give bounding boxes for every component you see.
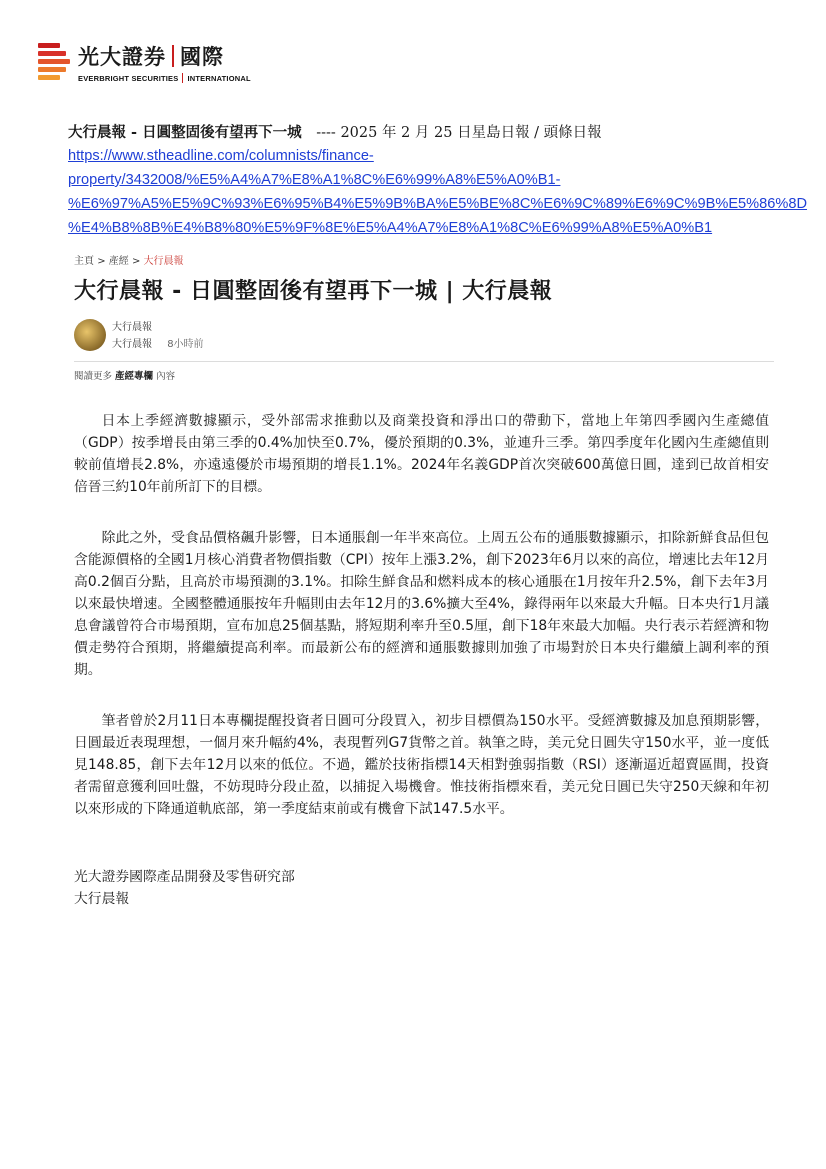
document-title: 大行晨報 - 日圓整固後有望再下一城 <box>68 125 302 141</box>
read-more-tag[interactable]: 產經專欄 <box>115 371 154 382</box>
brand-separator-small <box>182 73 183 83</box>
brand-name-en: EVERBRIGHT SECURITIES <box>78 73 179 83</box>
publish-time: 8小時前 <box>167 339 204 350</box>
author-block <box>74 319 774 353</box>
author-column[interactable]: 大行晨報 <box>112 339 152 350</box>
divider <box>74 361 774 362</box>
source-url-line-1[interactable]: https://www.stheadline.com/columnists/finance- <box>68 148 374 164</box>
everbright-logo-icon <box>38 41 70 83</box>
breadcrumb-finance[interactable]: 產經 <box>108 256 129 267</box>
author-name[interactable]: 大行晨報 <box>112 322 152 333</box>
paragraph-2: 除此之外，受食品價格飆升影響，日本通脹創一年半來高位。上周五公布的通脹數據顯示，扣除新鮮食品但包含能源價格的全國1月核心消費者物價指數（CPI）按年上漲3.2%，創下2023年6月以來的高位，增速比去年12月高0.2個百分點，且高於市場預測的3.1%。扣除生鮮食品和燃料成本的核心通脹在1月按年升2.5%，創下去年3月以來最快增速。全國整體通脹按年升幅則由去年12月的3.6%擴大至4%，錄得兩年以來最大升幅。日本央行1月議息會議曾符合市場預期，宣布加息25個基點，將短期利率升至0.5厘，創下18年來最大加幅。央行表示若經濟和物價走勢符合預期，將繼續提高利率。而最新公布的經濟和通脹數據則加強了市場對於日本央行繼續上調利率的預期。 <box>74 530 769 678</box>
document-header <box>68 122 808 240</box>
brand-intl-cn: 國際 <box>180 45 224 69</box>
breadcrumb: 主頁 > 產經 > 大行晨報 <box>74 256 184 267</box>
footer-column: 大行晨報 <box>74 891 130 907</box>
article-headline: 大行晨報 - 日圓整固後有望再下一城 | 大行晨報 <box>74 279 553 304</box>
brand-intl-en: INTERNATIONAL <box>187 73 251 83</box>
brand-logo <box>38 40 251 84</box>
source-url-line-3[interactable]: %E6%97%A5%E5%9C%93%E6%95%B4%E5%9B%BA%E5%BE%8C%E6%9C%89%E6%9C%9B%E5%86%8D <box>68 196 808 212</box>
document-footer <box>74 866 295 910</box>
article-body <box>74 410 769 820</box>
breadcrumb-home[interactable]: 主頁 <box>74 256 94 267</box>
article-screenshot <box>74 252 774 849</box>
breadcrumb-current[interactable]: 大行晨報 <box>143 256 184 267</box>
title-line <box>68 122 768 144</box>
read-more: 閱讀更多 產經專欄 內容 <box>74 371 176 382</box>
brand-name-cn: 光大證券 <box>78 45 166 69</box>
avatar[interactable] <box>74 319 106 351</box>
source-line: ---- 2025 年 2 月 25 日星島日報 / 頭條日報 <box>316 125 602 141</box>
source-url-line-2[interactable]: property/3432008/%E5%A4%A7%E8%A1%8C%E6%99%A8%E5%A0%B1- <box>68 172 561 188</box>
source-url-line-4[interactable]: %E4%B8%8B%E4%B8%80%E5%9F%8E%E5%A4%A7%E8%A1%8C%E6%99%A8%E5%A0%B1 <box>68 220 713 236</box>
paragraph-1: 日本上季經濟數據顯示，受外部需求推動以及商業投資和淨出口的帶動下，當地上年第四季國內生產總值（GDP）按季增長由第三季的0.4%加快至0.7%，優於預期的0.3%，並連升三季。第四季度年化國內生產總值則較前值增長2.8%，亦遠遠優於市場預期的增長1.1%。2024年名義GDP首次突破600萬億日圓，達到已故首相安倍晉三約10年前所訂下的目標。 <box>74 413 769 495</box>
brand-separator <box>172 45 174 67</box>
paragraph-3: 筆者曾於2月11日本專欄提醒投資者日圓可分段買入，初步目標價為150水平。受經濟數據及加息預期影響，日圓最近表現理想，一個月來升幅約4%，表現暫列G7貨幣之首。執筆之時，美元兌日圓失守150水平，並一度低見148.85，創下去年12月以來的低位。不過，鑑於技術指標14天相對強弱指數（RSI）逐漸逼近超賣區間，投資者需留意獲利回吐盤，不妨現時分段止盈，以捕捉入場機會。惟技術指標來看，美元兌日圓已失守250天線和年初以來形成的下降通道軌底部，第一季度結束前或有機會下試147.5水平。 <box>74 713 769 817</box>
footer-department: 光大證券國際產品開發及零售研究部 <box>74 869 295 885</box>
